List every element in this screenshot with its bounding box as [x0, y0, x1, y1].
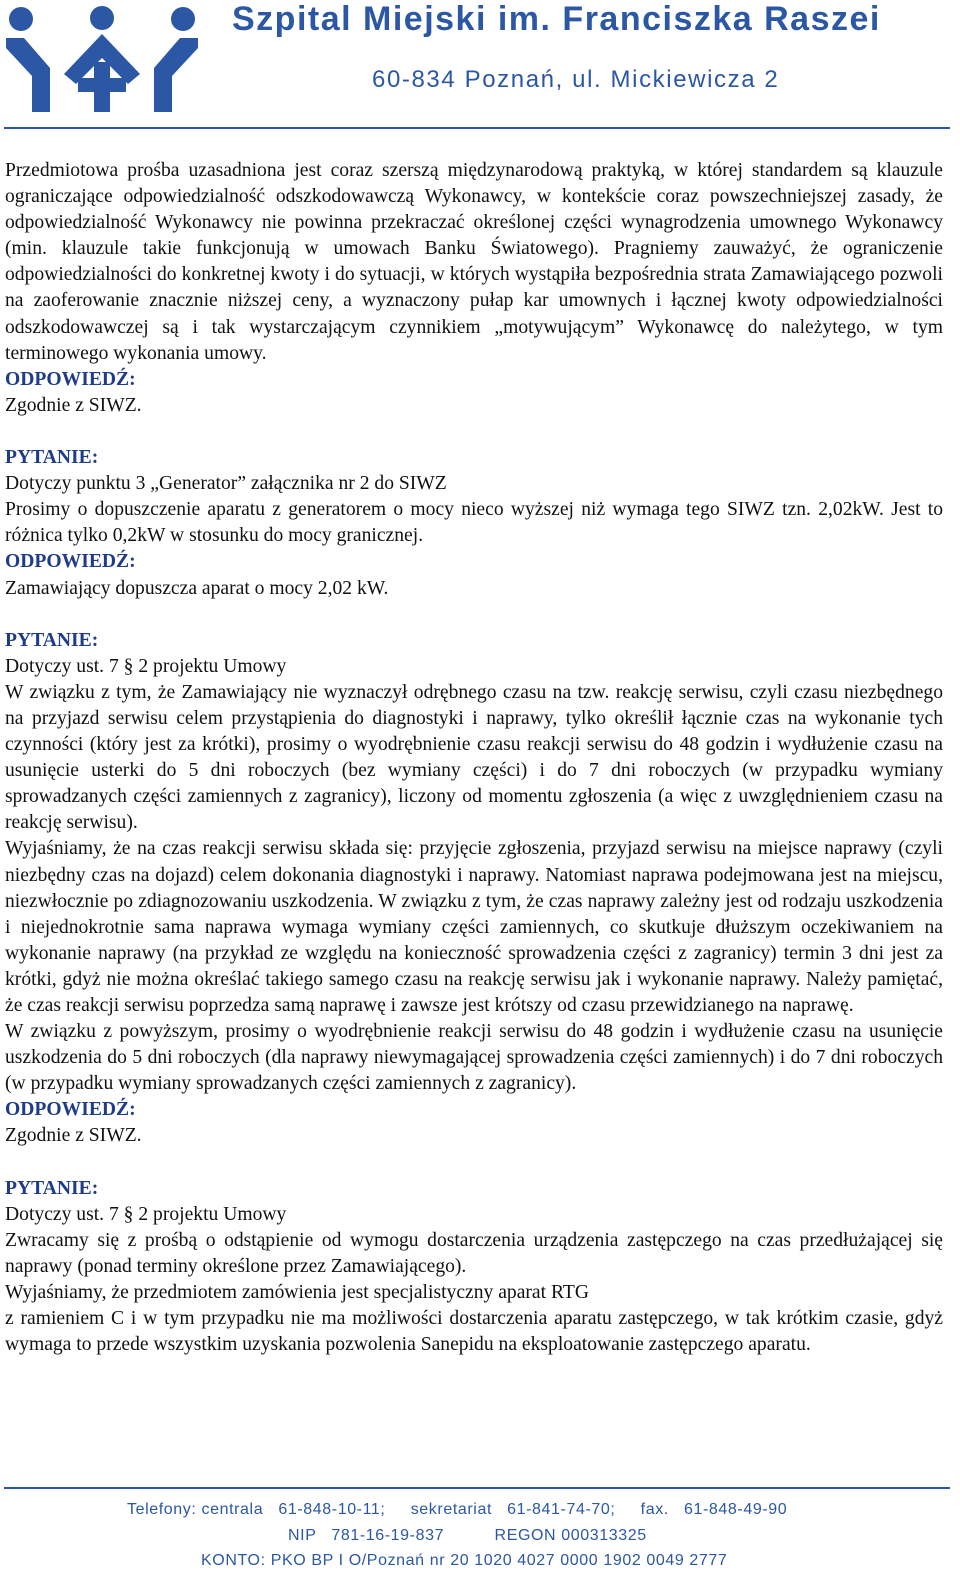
answer-label: ODPOWIEDŹ:: [5, 551, 136, 573]
hospital-address: 60-834 Poznań, ul. Mickiewicza 2: [372, 66, 780, 93]
question-text: Wyjaśniamy, że na czas reakcji serwisu składa się: przyjęcie zgłoszenia, przyjazd serwisu na miejsce naprawy (czyli niezbędny czas na dojazd) celem dokonania diagnostyki i naprawy. Natomiast naprawa podejmowana jest na miejscu, niezwłocznie po zdiagnozowaniu uszkodzenia. W związku z tym, że czas naprawy zależny jest od rodzaju uszkodzenia i niejednokrotnie sama naprawa wymaga wymiany części zamiennych, co skutkuje dłuższym oczekiwaniem na wykonanie naprawy (na przykład ze względu na konieczność sprowadzenia części z zagranicy) termin 3 dni jest za krótki, gdyż nie można określać takiego samego czasu na reakcję serwisu jak i wykonanie naprawy. Należy pamiętać, że czas reakcji serwisu poprzedza samą naprawę i zawsze jest krótszy od czasu przewidzianego na naprawę.: [5, 838, 943, 1016]
question-text: W związku z powyższym, prosimy o wyodrębnienie reakcji serwisu do 48 godzin i wydłużenie czasu na usunięcie uszkodzenia do 5 dni roboczych (dla naprawy niewymagającej sprowadzenia części zamiennych) i do 7 dni roboczych (w przypadku wymiany sprowadzanych części zamiennych z zagranicy).: [5, 1021, 943, 1095]
letterhead: [0, 0, 960, 130]
answer-text: Zgodnie z SIWZ.: [5, 394, 142, 416]
answer-text: Zamawiający dopuszcza aparat o mocy 2,02 kW.: [5, 577, 389, 599]
footer-phones: Telefony: centrala 61-848-10-11; sekretariat 61-841-74-70; fax. 61-848-49-90: [127, 1501, 788, 1518]
footer-tax-ids: NIP 781-16-19-837 REGON 000313325: [288, 1527, 647, 1544]
question-text: z ramieniem C i w tym przypadku nie ma możliwości dostarczenia aparatu zastępczego, w tak krótkim czasie, gdyż wymaga to przede wszystkim uzyskania pozwolenia Sanepidu na eksploatowanie zastępczego aparatu.: [5, 1308, 943, 1356]
intro-paragraph: Przedmiotowa prośba uzasadniona jest coraz szerszą międzynarodową praktyką, w której standardem są klauzule ograniczające odpowiedzialność odszkodowawczą Wykonawcy, w kontekście coraz powszechniejszej zasady, że odpowiedzialność Wykonawcy nie powinna przekraczać określonej części wynagrodzenia umownego Wykonawcy (min. klauzule takie funkcjonują w umowach Banku Światowego). Pragniemy zauważyć, że ograniczenie odpowiedzialności do konkretnej kwoty i do sytuacji, w których wystąpiła bezpośrednia strata Zamawiającego pozwoli na zaoferowanie znacznie niższej ceny, a wyznaczony pułap kar umownych i łącznej kwoty odpowiedzialności odszkodowawczej są i tak wystarczającym czynnikiem „motywującym” Wykonawcę do należytego, w tym terminowego wykonania umowy.: [5, 160, 943, 364]
answer-label: ODPOWIEDŹ:: [5, 1099, 136, 1121]
header-divider: [4, 127, 950, 129]
question-subject: Dotyczy punktu 3 „Generator” załącznika nr 2 do SIWZ: [5, 473, 447, 495]
hospital-name: Szpital Miejski im. Franciszka Raszei: [232, 0, 881, 38]
spacer: [5, 602, 943, 628]
question-text: Wyjaśniamy, że przedmiotem zamówienia jest specjalistyczny aparat RTG: [5, 1282, 589, 1304]
answer-text: Zgodnie z SIWZ.: [5, 1125, 142, 1147]
document-body: [5, 158, 943, 1358]
spacer: [5, 419, 943, 445]
question-subject: Dotyczy ust. 7 § 2 projektu Umowy: [5, 1203, 287, 1225]
question-text: Zwracamy się z prośbą o odstąpienie od wymogu dostarczenia urządzenia zastępczego na czas przedłużającej się naprawy (ponad terminy określone przez Zamawiającego).: [5, 1229, 943, 1277]
question-label: PYTANIE:: [5, 629, 99, 651]
hospital-logo-icon: [4, 4, 200, 112]
footer-divider: [4, 1487, 950, 1489]
spacer: [5, 1150, 943, 1176]
question-label: PYTANIE:: [5, 1177, 99, 1199]
question-label: PYTANIE:: [5, 447, 99, 469]
question-text: Prosimy o dopuszczenie aparatu z generatorem o mocy nieco wyższej niż wymaga tego SIWZ tzn. 2,02kW. Jest to różnica tylko 0,2kW w stosunku do mocy granicznej.: [5, 499, 943, 547]
question-text: W związku z tym, że Zamawiający nie wyznaczył odrębnego czasu na tzw. reakcję serwisu, czyli czasu niezbędnego na przyjazd serwisu celem przystąpienia do diagnostyki i naprawy, tylko określił łącznie czas na wykonanie tych czynności (który jest za krótki), prosimy o wyodrębnienie czasu reakcji serwisu do 48 godzin i wydłużenie czasu na usunięcie usterki do 5 dni roboczych (bez wymiany części) i do 7 dni roboczych (w przypadku wymiany sprowadzanych części zamiennych z zagranicy), liczony od momentu zgłoszenia (a więc z uwzględnieniem czasu na reakcję serwisu).: [5, 681, 943, 834]
answer-label: ODPOWIEDŹ:: [5, 368, 136, 390]
footer-bank-account: KONTO: PKO BP I O/Poznań nr 20 1020 4027 0000 1902 0049 2777: [201, 1552, 728, 1569]
question-subject: Dotyczy ust. 7 § 2 projektu Umowy: [5, 655, 287, 677]
